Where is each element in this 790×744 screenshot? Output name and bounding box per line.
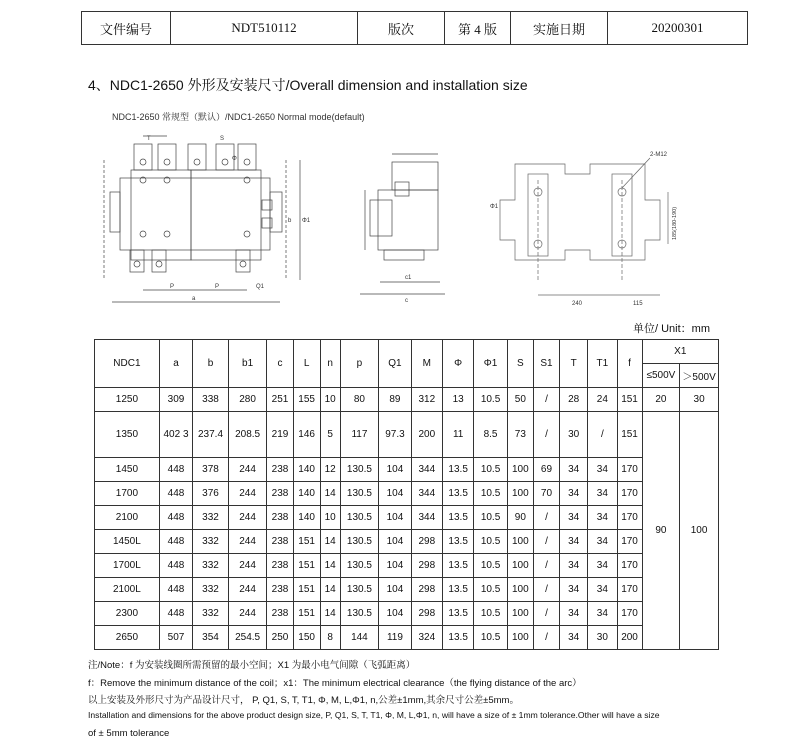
table-cell: 354 [193,626,229,650]
table-cell: 100 [507,578,533,602]
table-cell: 30 [588,626,617,650]
table-cell: 20 [642,388,680,412]
table-cell: 100 [507,626,533,650]
table-cell: 10.5 [474,458,507,482]
table-cell: 200 [617,626,642,650]
document-header [81,11,748,45]
svg-text:c1: c1 [405,275,412,281]
table-header-cell: Φ1 [474,340,507,388]
table-cell: 10.5 [474,388,507,412]
svg-text:115: 115 [633,301,643,307]
table-cell: 344 [411,458,442,482]
table-cell: 170 [617,482,642,506]
table-cell: 34 [560,458,588,482]
table-cell: 130.5 [340,602,379,626]
note-line-5: of ± 5mm tolerance [88,728,170,739]
table-cell: 104 [379,482,411,506]
table-cell: 448 [159,506,192,530]
table-cell: 448 [159,554,192,578]
table-cell-x1-merged: 100 [680,412,719,650]
note-line-3: 以上安装及外形尺寸为产品设计尺寸， P, Q1, S, T, T1, Φ, M, L,Φ1, n,公差±1mm,其余尺寸公差±5mm。 [88,695,519,706]
svg-text:Φ1: Φ1 [302,218,311,224]
table-cell: 12 [320,458,340,482]
table-cell: 2100 [95,506,160,530]
table-header-cell: X1 [642,340,718,364]
table-cell: 100 [507,458,533,482]
table-row [95,482,719,506]
svg-text:T: T [147,136,151,142]
table-cell: 238 [267,458,293,482]
table-cell: 250 [267,626,293,650]
table-cell: 238 [267,482,293,506]
table-cell: 332 [193,530,229,554]
table-cell: 402 3 [159,412,192,458]
table-cell: 448 [159,602,192,626]
table-cell: 14 [320,578,340,602]
table-cell: 13.5 [442,458,473,482]
table-header-cell: a [159,340,192,388]
svg-text:240: 240 [572,301,583,307]
table-cell: / [533,602,559,626]
table-header-cell: b1 [228,340,267,388]
table-cell: 10.5 [474,602,507,626]
table-cell: / [533,578,559,602]
table-row [95,554,719,578]
table-header-cell: ＞500V [680,364,719,388]
table-row [95,578,719,602]
table-cell: 69 [533,458,559,482]
table-cell: 238 [267,554,293,578]
table-cell: 104 [379,554,411,578]
table-cell: 344 [411,506,442,530]
table-cell: 1700 [95,482,160,506]
table-row [95,412,719,458]
table-cell: 130.5 [340,578,379,602]
table-cell: 324 [411,626,442,650]
table-cell: 104 [379,578,411,602]
table-cell: 151 [293,554,320,578]
table-cell: 2300 [95,602,160,626]
table-header-cell: T [560,340,588,388]
table-cell: / [533,626,559,650]
table-cell: 332 [193,506,229,530]
table-cell: 238 [267,578,293,602]
table-cell: 89 [379,388,411,412]
svg-text:Q1: Q1 [256,284,265,290]
table-cell: 1450L [95,530,160,554]
svg-text:185(180-190): 185(180-190) [672,206,678,240]
table-cell: 298 [411,554,442,578]
mounting-view [490,152,678,307]
table-cell: / [533,412,559,458]
table-header-row [95,340,719,364]
table-cell: 151 [617,388,642,412]
note-line-1: 注/Note：f 为安装线圈所需预留的最小空间；X1 为最小电气间隙（飞弧距离） [88,660,416,671]
table-cell: 338 [193,388,229,412]
table-header-cell: n [320,340,340,388]
table-cell: 312 [411,388,442,412]
table-cell: 100 [507,602,533,626]
table-header-cell: L [293,340,320,388]
table-cell-x1-merged: 90 [642,412,680,650]
table-header-cell: M [411,340,442,388]
table-cell: 100 [507,482,533,506]
table-cell: 13.5 [442,554,473,578]
table-cell: 13.5 [442,578,473,602]
table-cell: 298 [411,578,442,602]
table-cell: 8.5 [474,412,507,458]
table-cell: 448 [159,530,192,554]
table-cell: 244 [228,506,267,530]
table-cell: 13.5 [442,626,473,650]
table-cell: / [588,412,617,458]
table-cell: 200 [411,412,442,458]
table-cell: 146 [293,412,320,458]
table-cell: 298 [411,602,442,626]
table-cell: 140 [293,458,320,482]
table-cell: 73 [507,412,533,458]
table-cell: 140 [293,482,320,506]
table-cell: 14 [320,482,340,506]
table-cell: 34 [560,554,588,578]
table-cell: 34 [588,530,617,554]
table-cell: 80 [340,388,379,412]
table-header-cell: Q1 [379,340,411,388]
table-cell: 30 [560,412,588,458]
table-cell: 34 [560,530,588,554]
note-line-2: f：Remove the minimum distance of the coil；x1：The minimum electrical clearance（the flying distance of the arc） [88,678,582,689]
table-cell: 130.5 [340,506,379,530]
table-cell: 309 [159,388,192,412]
svg-text:b: b [288,218,292,224]
svg-text:P: P [170,284,175,290]
table-cell: 254.5 [228,626,267,650]
table-cell: 14 [320,530,340,554]
table-header-cell: c [267,340,293,388]
table-cell: 151 [617,412,642,458]
doc-no-value: NDT510112 [171,12,358,44]
table-row [95,602,719,626]
table-cell: 251 [267,388,293,412]
date-label: 实施日期 [511,12,608,44]
unit-label: 单位/ Unit：mm [633,323,710,335]
table-cell: / [533,554,559,578]
table-cell: 170 [617,458,642,482]
table-cell: 34 [588,554,617,578]
doc-no-label: 文件编号 [82,12,171,44]
drawing-title: NDC1-2650 常规型（默认）/NDC1-2650 Normal mode(default) [112,112,365,122]
table-cell: / [533,388,559,412]
table-cell: 151 [293,530,320,554]
table-cell: 170 [617,530,642,554]
table-cell: 13.5 [442,530,473,554]
table-row [95,530,719,554]
table-cell: 100 [507,554,533,578]
table-cell: 1450 [95,458,160,482]
table-cell: 130.5 [340,482,379,506]
table-row [95,458,719,482]
table-cell: 244 [228,602,267,626]
table-cell: 1700L [95,554,160,578]
table-cell: 448 [159,578,192,602]
table-cell: 97.3 [379,412,411,458]
table-header-cell: T1 [588,340,617,388]
table-cell: 244 [228,530,267,554]
svg-text:2-M12: 2-M12 [650,152,668,158]
table-cell: 208.5 [228,412,267,458]
table-cell: 10.5 [474,578,507,602]
table-cell: 238 [267,602,293,626]
table-cell: 280 [228,388,267,412]
svg-text:P: P [215,284,220,290]
table-header-cell: ≤500V [642,364,680,388]
section-title: 4、NDC1-2650 外形及安装尺寸/Overall dimension and installation size [88,77,528,93]
table-cell: 219 [267,412,293,458]
table-row [95,506,719,530]
version-label: 版次 [358,12,445,44]
table-cell: 170 [617,602,642,626]
table-cell: 332 [193,554,229,578]
table-cell: 244 [228,458,267,482]
table-cell: 244 [228,578,267,602]
table-row [95,388,719,412]
table-cell: 13.5 [442,602,473,626]
version-value: 第 4 版 [445,12,511,44]
table-cell: 238 [267,506,293,530]
table-cell: 90 [507,506,533,530]
svg-text:Φ: Φ [232,156,237,162]
table-cell: 150 [293,626,320,650]
table-cell: 144 [340,626,379,650]
front-view [104,136,311,302]
table-cell: 376 [193,482,229,506]
table-cell: 130.5 [340,458,379,482]
table-cell: 34 [560,626,588,650]
table-cell: 100 [507,530,533,554]
table-cell: 140 [293,506,320,530]
table-cell: 34 [560,482,588,506]
table-header-cell: f [617,340,642,388]
table-cell: 24 [588,388,617,412]
table-cell: 34 [588,458,617,482]
table-cell: 1250 [95,388,160,412]
table-cell: 117 [340,412,379,458]
table-cell: 244 [228,554,267,578]
table-cell: 13.5 [442,506,473,530]
table-cell: 298 [411,530,442,554]
table-cell: 1350 [95,412,160,458]
table-cell: 10.5 [474,554,507,578]
svg-text:a: a [192,296,196,302]
dimension-table [94,339,719,650]
table-cell: 119 [379,626,411,650]
table-header-cell: p [340,340,379,388]
table-cell: 130.5 [340,554,379,578]
table-cell: 10.5 [474,482,507,506]
side-view [360,154,445,304]
table-cell: 10 [320,506,340,530]
table-cell: 151 [293,602,320,626]
table-header-cell: S [507,340,533,388]
table-cell: 130.5 [340,530,379,554]
table-header-cell: b [193,340,229,388]
svg-text:Φ1: Φ1 [490,204,499,210]
table-cell: 13 [442,388,473,412]
table-cell: 332 [193,578,229,602]
table-cell: 34 [588,482,617,506]
table-cell: 8 [320,626,340,650]
table-cell: 378 [193,458,229,482]
table-cell: 170 [617,506,642,530]
svg-text:c: c [405,298,408,304]
table-cell: 10.5 [474,506,507,530]
date-value: 20200301 [651,20,704,35]
table-cell: 104 [379,506,411,530]
table-cell: 70 [533,482,559,506]
table-cell: 34 [588,602,617,626]
table-cell: 237.4 [193,412,229,458]
table-cell: 507 [159,626,192,650]
table-header-cell: NDC1 [95,340,160,388]
table-cell: 2100L [95,578,160,602]
table-cell: 448 [159,482,192,506]
table-cell: 30 [680,388,719,412]
table-row [95,626,719,650]
table-cell: 448 [159,458,192,482]
table-cell: 104 [379,602,411,626]
table-cell: 244 [228,482,267,506]
table-cell: 28 [560,388,588,412]
table-cell: 10 [320,388,340,412]
table-cell: 332 [193,602,229,626]
table-header-cell: Φ [442,340,473,388]
table-cell: 344 [411,482,442,506]
table-cell: 50 [507,388,533,412]
table-cell: 104 [379,458,411,482]
table-cell: 10.5 [474,626,507,650]
table-cell: 170 [617,554,642,578]
table-cell: 11 [442,412,473,458]
note-line-4: Installation and dimensions for the above product design size, P, Q1, S, T, T1, Φ, M, L,Φ1, n, will have a size of ± 1mm tolerance.Other will have a size [88,710,660,720]
table-cell: 14 [320,602,340,626]
table-cell: / [533,506,559,530]
table-cell: 170 [617,578,642,602]
table-cell: 13.5 [442,482,473,506]
table-header-cell: S1 [533,340,559,388]
table-cell: 151 [293,578,320,602]
table-cell: 34 [560,578,588,602]
table-cell: 104 [379,530,411,554]
table-cell: 34 [588,506,617,530]
dimension-drawing [0,130,790,315]
table-cell: 2650 [95,626,160,650]
table-cell: / [533,530,559,554]
table-cell: 14 [320,554,340,578]
table-cell: 155 [293,388,320,412]
table-cell: 34 [560,506,588,530]
table-cell: 34 [588,578,617,602]
table-cell: 10.5 [474,530,507,554]
svg-text:S: S [220,136,225,142]
table-cell: 238 [267,530,293,554]
table-cell: 5 [320,412,340,458]
table-cell: 34 [560,602,588,626]
